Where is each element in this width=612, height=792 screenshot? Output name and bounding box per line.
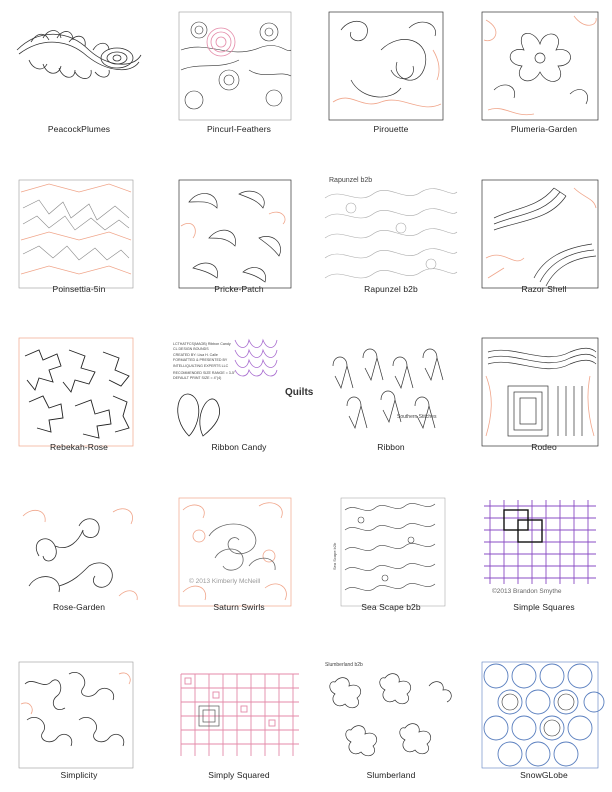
pattern-thumbnail [321, 10, 461, 122]
pattern-thumbnail [474, 178, 612, 290]
pattern-thumbnail [321, 336, 461, 448]
pattern-file-tag: Slumberland b2b [325, 662, 363, 668]
side-tag: Sea Scape b2b [332, 542, 337, 570]
pattern-thumbnail [9, 178, 149, 290]
pattern-thumbnail [474, 336, 612, 448]
pattern-thumbnail [321, 178, 461, 290]
pattern-thumbnail [169, 496, 309, 608]
pattern-name: Rebekah-Rose [50, 442, 108, 452]
meta-line: FORMATTED & PRESENTED BY [173, 358, 228, 363]
credit-text: Southern Stitches [397, 414, 437, 420]
pattern-name: Rodeo [531, 442, 557, 452]
pattern-name: Slumberland [366, 770, 416, 780]
meta-line: CL DESIGN BOUNDS [173, 347, 209, 352]
pattern-name: Pincurl-Feathers [207, 124, 271, 134]
pattern-file-tag: Rapunzel b2b [329, 177, 373, 184]
pattern-name: SnowGLobe [520, 770, 568, 780]
pattern-name: Plumeria-Garden [510, 124, 578, 134]
pattern-thumbnail [9, 10, 149, 122]
pattern-name: Simply Squared [208, 770, 270, 780]
copyright-text: © 2013 Kimberly McNeill [189, 578, 261, 585]
copyright-text: ©2013 Brandon Smythe [492, 588, 562, 595]
pattern-name: Pirouette [373, 124, 409, 134]
meta-line: CREATED BY: Lisa H. Calle [173, 352, 218, 357]
pattern-thumbnail [169, 660, 309, 772]
partial-text: Quilts [285, 387, 314, 398]
meta-line: INTELLIQUILTING EXPERTS LLC [173, 363, 229, 368]
pattern-thumbnail [9, 496, 149, 608]
pattern-thumbnail [169, 178, 309, 290]
pattern-thumbnail [321, 496, 461, 608]
pattern-thumbnail [474, 10, 612, 122]
pattern-name: Rapunzel b2b [364, 284, 418, 294]
pattern-name: Simple Squares [513, 602, 575, 612]
pattern-thumbnail [321, 660, 461, 772]
pattern-thumbnail [474, 496, 612, 608]
pattern-name: PeacockPlumes [47, 124, 111, 134]
meta-line: LCTHATFCS(MAOB) Ribbon Candy [173, 342, 231, 346]
pattern-name: Poinsettia-5in [52, 284, 106, 294]
pattern-name: Ribbon [377, 442, 405, 452]
meta-line: DEFAULT PRINT SIZE = 4"(4) [173, 376, 222, 381]
pattern-name: Rose-Garden [52, 602, 106, 612]
pattern-name: Simplicity [60, 770, 98, 780]
pattern-name: Razor Shell [521, 284, 567, 294]
meta-line: RECOMMENDED SIZE RANGE = 3-5" [173, 371, 236, 376]
pattern-thumbnail [169, 10, 309, 122]
pattern-name: Sea Scape b2b [361, 602, 421, 612]
pattern-thumbnail [9, 660, 149, 772]
pattern-thumbnail [9, 336, 149, 448]
pattern-name: Pricke-Patch [214, 284, 264, 294]
pattern-thumbnail [474, 660, 612, 772]
pattern-name: Ribbon Candy [211, 442, 267, 452]
pattern-name: Saturn Swirls [213, 602, 265, 612]
